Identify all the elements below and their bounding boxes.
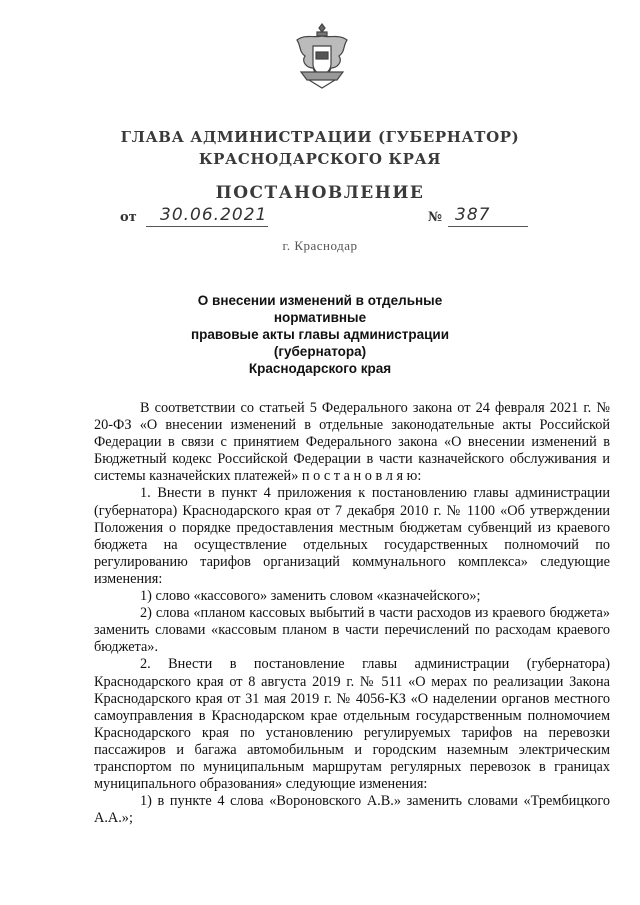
body-paragraph: 2) слова «планом кассовых выбытий в части расходов из краевого бюджета» заменить словами «кассовым планом в части перечислений по расходам краевого бюджета». [94,605,610,656]
body-paragraph: 1) слово «кассового» заменить словом «казначейского»; [140,588,481,605]
subject-line: О внесении изменений в отдельные нормативные [197,293,443,325]
document-body [94,400,610,827]
body-paragraph: 1) в пункте 4 слова «Вороновского А.В.» заменить словами «Трембицкого А.А.»; [94,793,610,827]
krasnodar-coat-of-arms-icon [291,22,353,90]
issuing-city: г. Краснодар [282,238,358,253]
document-subject [150,292,490,377]
number-underline [448,226,528,227]
issuer-line-2: КРАСНОДАРСКОГО КРАЯ [198,150,442,168]
body-paragraph: 1. Внести в пункт 4 приложения к постановлению главы администрации (губернатора) Краснодарского края от 7 декабря 2010 г. № 1100 «Об утверждении Положения о порядке предоставления местным бюджетам субвенций из краевого бюджета на осуществление отдельных государственных полномочий по регулированию тарифов организаций коммунального комплекса» следующие изменения: [94,485,610,587]
date-underline [146,226,268,227]
body-paragraph: В соответствии со статьей 5 Федерального закона от 24 февраля 2021 г. № 20-ФЗ «О внесении изменений в отдельные законодательные акты Российской Федерации в связи с принятием Федерального закона «О внесении изменений в Бюджетный кодекс Российской Федерации в части казначейского обслуживания и системы казначейских платежей» п о с т а н о в л я ю: [94,400,610,485]
date-prefix: от [120,210,137,225]
document-type-title: ПОСТАНОВЛЕНИЕ [215,183,425,203]
document-number: 387 [455,205,491,225]
issuer-line-1: ГЛАВА АДМИНИСТРАЦИИ (ГУБЕРНАТОР) [120,128,520,146]
body-paragraph: 2. Внести в постановление главы администрации (губернатора) Краснодарского края от 8 августа 2019 г. № 511 «О мерах по реализации Закона Краснодарского края от 31 мая 2019 г. № 4056-КЗ «О наделении органов местного самоуправления в Краснодарском крае отдельным государственным полномочием Краснодарского края по установлению регулируемых тарифов на перевозки пассажиров и багажа автомобильным и городским наземным электрическим транспортом по муниципальным маршрутам регулярных перевозок в границах муниципального образования» следующие изменения: [94,656,610,793]
subject-line: Краснодарского края [248,361,392,376]
document-date: 30.06.2021 [160,205,268,225]
subject-line: правовые акты главы администрации (губернатора) [190,327,450,359]
number-prefix: № [428,210,443,225]
